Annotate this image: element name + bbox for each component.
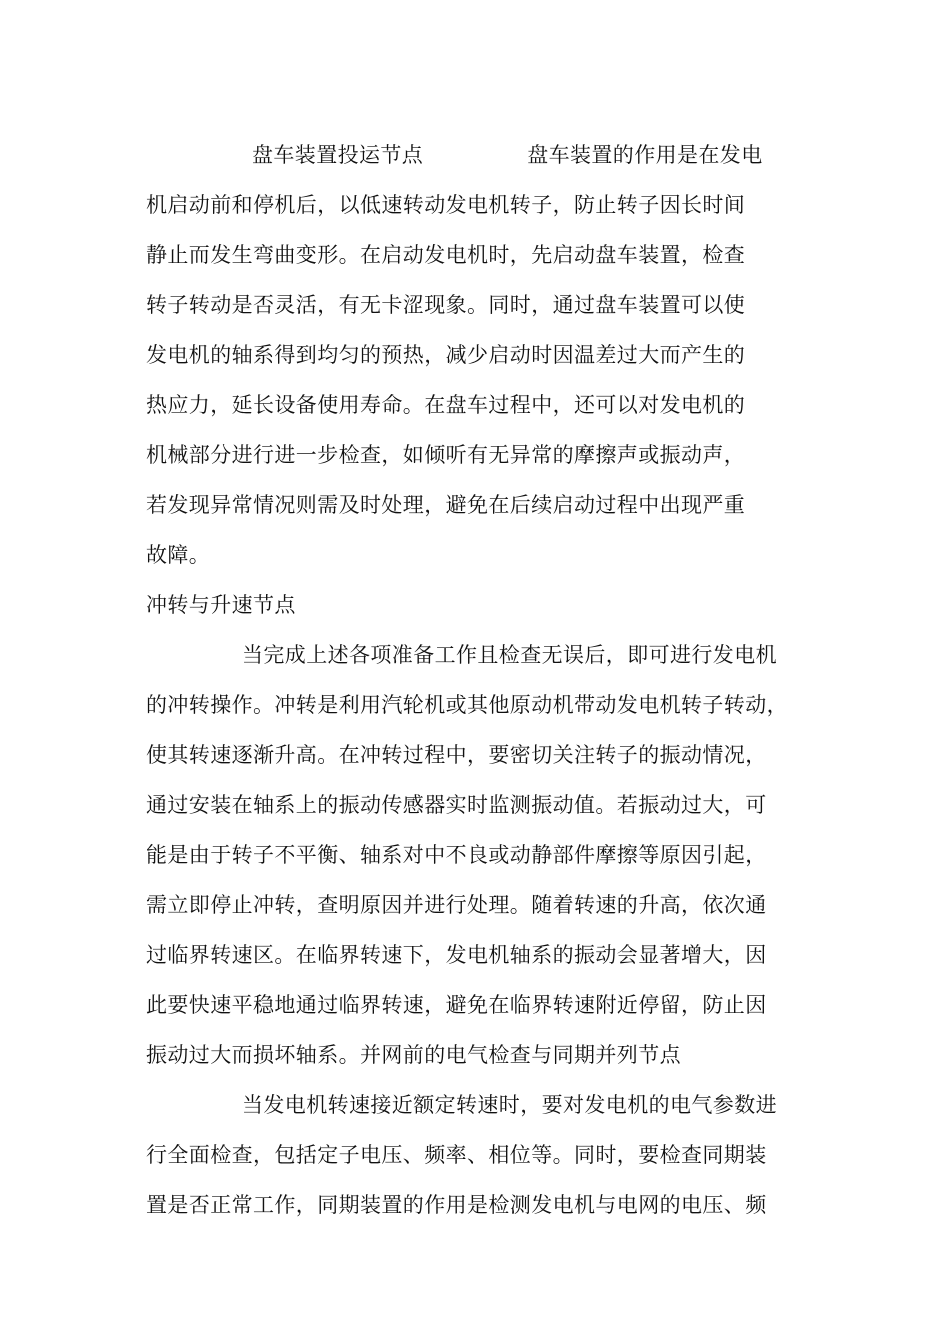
- paragraph-line: 使其转速逐渐升高。在冲转过程中，要密切关注转子的振动情况，: [146, 743, 767, 767]
- paragraph-line: 行全面检查，包括定子电压、频率、相位等。同时，要检查同期装: [146, 1143, 767, 1167]
- paragraph-line: 当完成上述各项准备工作且检查无误后，即可进行发电机: [242, 643, 777, 667]
- paragraph-line: 故障。: [146, 543, 211, 567]
- section-heading-turning-gear: 盘车装置投运节点: [252, 143, 424, 167]
- paragraph-line: 振动过大而损坏轴系。并网前的电气检查与同期并列节点: [146, 1043, 681, 1067]
- paragraph-line: 过临界转速区。在临界转速下，发电机轴系的振动会显著增大，因: [146, 943, 767, 967]
- paragraph-line: 需立即停止冲转，查明原因并进行处理。随着转速的升高，依次通: [146, 893, 767, 917]
- paragraph-line: 热应力，延长设备使用寿命。在盘车过程中，还可以对发电机的: [146, 393, 746, 417]
- section-heading-rolling-speedup: 冲转与升速节点: [146, 593, 296, 617]
- paragraph-line: 若发现异常情况则需及时处理，避免在后续启动过程中出现严重: [146, 493, 746, 517]
- paragraph-line: 发电机的轴系得到均匀的预热，减少启动时因温差过大而产生的: [146, 343, 746, 367]
- paragraph-line: 静止而发生弯曲变形。在启动发电机时，先启动盘车装置，检查: [146, 243, 746, 267]
- paragraph-line: 此要快速平稳地通过临界转速，避免在临界转速附近停留，防止因: [146, 993, 767, 1017]
- paragraph-line: 盘车装置投运节点 盘车装置的作用是在发电: [252, 143, 763, 167]
- paragraph-line: 置是否正常工作，同期装置的作用是检测发电机与电网的电压、频: [146, 1193, 767, 1217]
- paragraph-line: 转子转动是否灵活，有无卡涩现象。同时，通过盘车装置可以使: [146, 293, 746, 317]
- paragraph-line: 的冲转操作。冲转是利用汽轮机或其他原动机带动发电机转子转动，: [146, 693, 788, 717]
- paragraph-line: 机启动前和停机后，以低速转动发电机转子，防止转子因长时间: [146, 193, 746, 217]
- paragraph-line: 通过安装在轴系上的振动传感器实时监测振动值。若振动过大，可: [146, 793, 767, 817]
- paragraph-line: 当发电机转速接近额定转速时，要对发电机的电气参数进: [242, 1093, 777, 1117]
- paragraph-line: 能是由于转子不平衡、轴系对中不良或动静部件摩擦等原因引起，: [146, 843, 767, 867]
- document-body: [146, 130, 810, 1230]
- paragraph-line: 机械部分进行进一步检查，如倾听有无异常的摩擦声或振动声，: [146, 443, 746, 467]
